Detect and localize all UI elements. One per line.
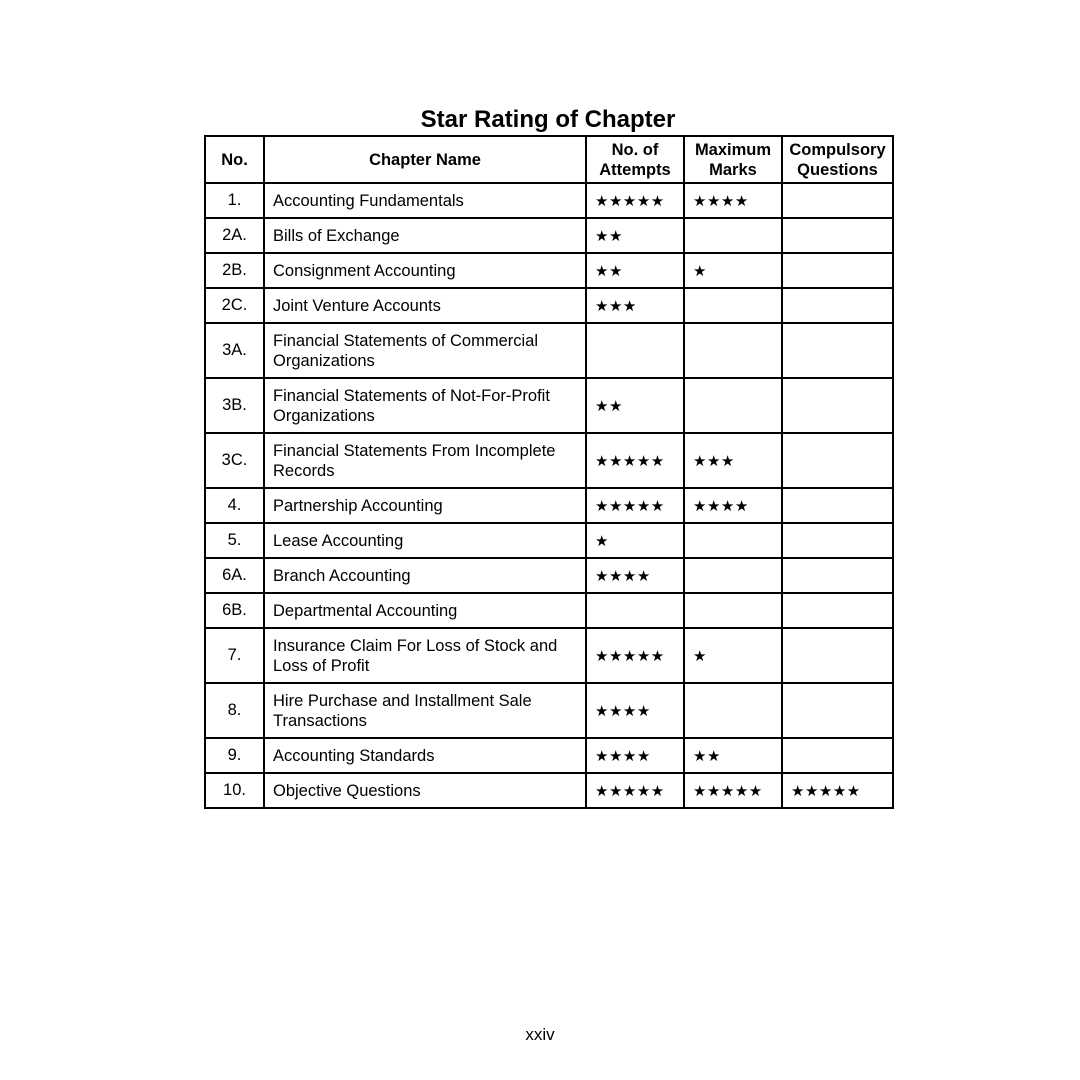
compulsory-rating [782, 218, 893, 253]
compulsory-rating [782, 433, 893, 488]
compulsory-rating [782, 628, 893, 683]
chapter-name: Departmental Accounting [264, 593, 586, 628]
chapter-name: Accounting Standards [264, 738, 586, 773]
compulsory-rating [782, 558, 893, 593]
header-compulsory-questions: Compulsory Questions [782, 136, 893, 183]
max-marks-rating [684, 288, 782, 323]
page-number: xxiv [525, 1025, 555, 1044]
max-marks-rating: ★ [684, 628, 782, 683]
table-row [205, 183, 893, 218]
star-rating-table [204, 135, 894, 809]
compulsory-rating [782, 738, 893, 773]
attempts-rating: ★★ [586, 218, 684, 253]
max-marks-rating [684, 218, 782, 253]
attempts-rating: ★★★★ [586, 738, 684, 773]
page-title: Star Rating of Chapter [420, 106, 676, 133]
table-row [205, 628, 893, 683]
attempts-rating: ★★ [586, 378, 684, 433]
header-maximum-marks: Maximum Marks [684, 136, 782, 183]
max-marks-rating: ★★★★★ [684, 773, 782, 808]
attempts-rating: ★ [586, 523, 684, 558]
chapter-number: 2A. [205, 218, 264, 253]
table-header-row [205, 136, 893, 183]
max-marks-rating: ★ [684, 253, 782, 288]
attempts-rating: ★★★★★ [586, 183, 684, 218]
header-no: No. [205, 136, 264, 183]
chapter-number: 6B. [205, 593, 264, 628]
attempts-rating: ★★★ [586, 288, 684, 323]
attempts-rating: ★★★★★ [586, 628, 684, 683]
chapter-name: Branch Accounting [264, 558, 586, 593]
max-marks-rating: ★★★ [684, 433, 782, 488]
chapter-name: Hire Purchase and Installment Sale Transactions [264, 683, 586, 738]
table-row [205, 738, 893, 773]
chapter-name: Bills of Exchange [264, 218, 586, 253]
compulsory-rating [782, 183, 893, 218]
compulsory-rating: ★★★★★ [782, 773, 893, 808]
compulsory-rating [782, 253, 893, 288]
chapter-name: Consignment Accounting [264, 253, 586, 288]
chapter-number: 6A. [205, 558, 264, 593]
chapter-name: Accounting Fundamentals [264, 183, 586, 218]
max-marks-rating: ★★★★ [684, 183, 782, 218]
chapter-name: Joint Venture Accounts [264, 288, 586, 323]
attempts-rating: ★★★★ [586, 558, 684, 593]
compulsory-rating [782, 323, 893, 378]
header-chapter-name: Chapter Name [264, 136, 586, 183]
table-row [205, 593, 893, 628]
table-row [205, 773, 893, 808]
table-row [205, 253, 893, 288]
attempts-rating: ★★ [586, 253, 684, 288]
attempts-rating: ★★★★ [586, 683, 684, 738]
table-row [205, 218, 893, 253]
table-row [205, 558, 893, 593]
attempts-rating: ★★★★★ [586, 773, 684, 808]
chapter-name: Partnership Accounting [264, 488, 586, 523]
chapter-number: 1. [205, 183, 264, 218]
table-row [205, 323, 893, 378]
chapter-name: Lease Accounting [264, 523, 586, 558]
compulsory-rating [782, 593, 893, 628]
max-marks-rating [684, 558, 782, 593]
chapter-name: Objective Questions [264, 773, 586, 808]
chapter-number: 8. [205, 683, 264, 738]
chapter-number: 3C. [205, 433, 264, 488]
attempts-rating [586, 593, 684, 628]
attempts-rating: ★★★★★ [586, 433, 684, 488]
table-row [205, 523, 893, 558]
max-marks-rating: ★★ [684, 738, 782, 773]
compulsory-rating [782, 683, 893, 738]
compulsory-rating [782, 523, 893, 558]
chapter-number: 4. [205, 488, 264, 523]
compulsory-rating [782, 288, 893, 323]
chapter-number: 2B. [205, 253, 264, 288]
max-marks-rating [684, 593, 782, 628]
table-row [205, 488, 893, 523]
max-marks-rating [684, 683, 782, 738]
chapter-name: Financial Statements From Incomplete Records [264, 433, 586, 488]
chapter-number: 3B. [205, 378, 264, 433]
header-attempts: No. of Attempts [586, 136, 684, 183]
chapter-number: 10. [205, 773, 264, 808]
max-marks-rating [684, 523, 782, 558]
compulsory-rating [782, 378, 893, 433]
chapter-name: Financial Statements of Commercial Organizations [264, 323, 586, 378]
chapter-number: 3A. [205, 323, 264, 378]
table-row [205, 288, 893, 323]
chapter-number: 2C. [205, 288, 264, 323]
chapter-number: 5. [205, 523, 264, 558]
chapter-name: Insurance Claim For Loss of Stock and Loss of Profit [264, 628, 586, 683]
chapter-number: 7. [205, 628, 264, 683]
table-row [205, 378, 893, 433]
max-marks-rating: ★★★★ [684, 488, 782, 523]
chapter-number: 9. [205, 738, 264, 773]
max-marks-rating [684, 378, 782, 433]
chapter-name: Financial Statements of Not-For-Profit Organizations [264, 378, 586, 433]
attempts-rating [586, 323, 684, 378]
table-row [205, 683, 893, 738]
attempts-rating: ★★★★★ [586, 488, 684, 523]
table-row [205, 433, 893, 488]
compulsory-rating [782, 488, 893, 523]
max-marks-rating [684, 323, 782, 378]
